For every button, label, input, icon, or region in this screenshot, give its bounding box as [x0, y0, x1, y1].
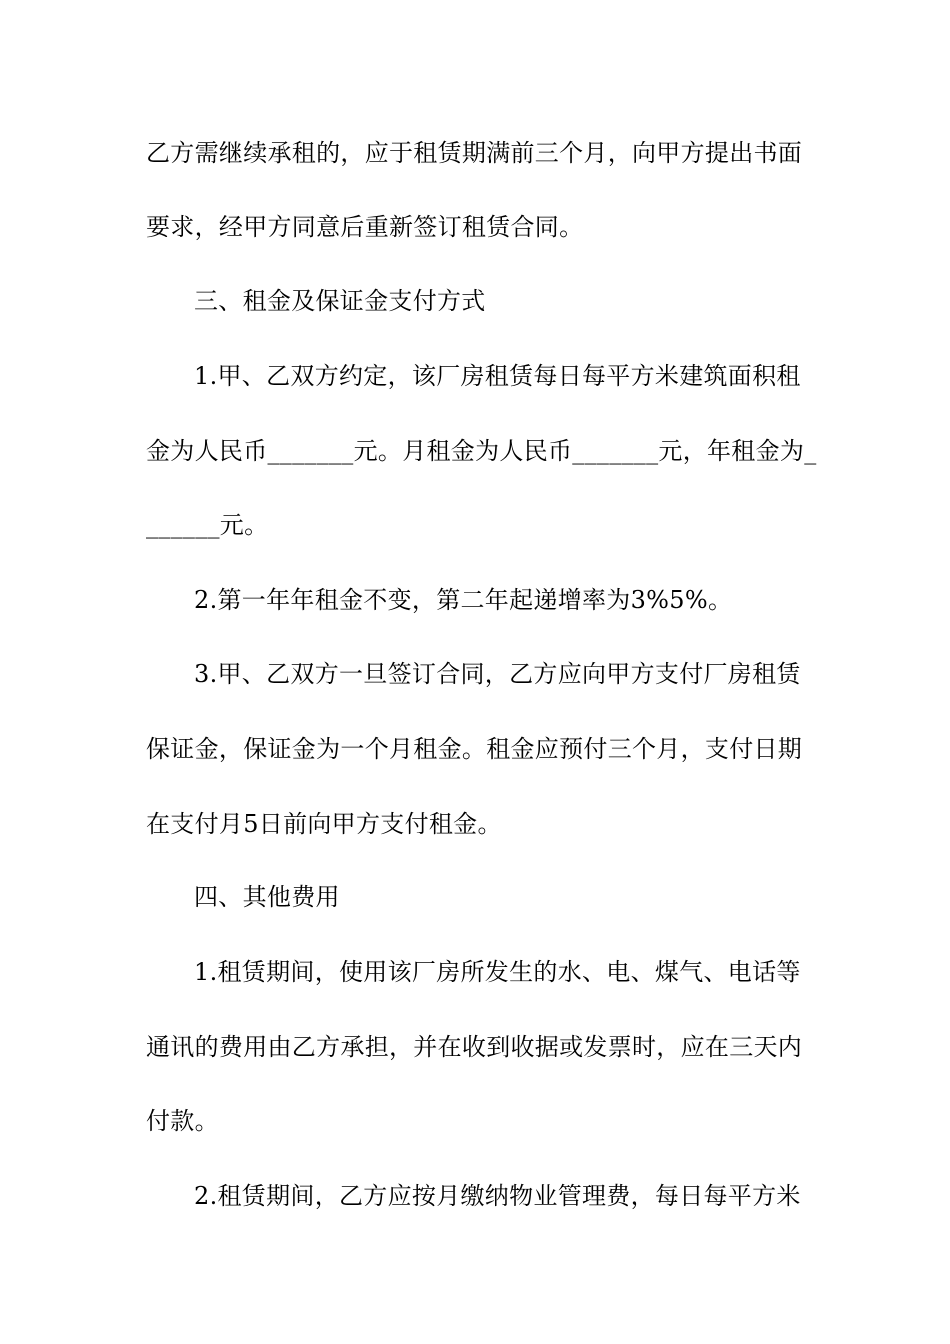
section-heading: 四、其他费用 — [194, 883, 340, 911]
paragraph-line: 2.第一年年租金不变，第二年起递增率为3%5%。 — [194, 586, 733, 614]
paragraph-line: 乙方需继续承租的，应于租赁期满前三个月，向甲方提出书面 — [146, 139, 803, 167]
paragraph-line: ______元。 — [146, 511, 269, 539]
paragraph-line: 通讯的费用由乙方承担，并在收到收据或发票时，应在三天内 — [146, 1033, 803, 1061]
section-heading: 三、租金及保证金支付方式 — [194, 287, 486, 315]
paragraph-line: 1.甲、乙双方约定，该厂房租赁每日每平方米建筑面积租 — [194, 362, 801, 390]
paragraph-line: 1.租赁期间，使用该厂房所发生的水、电、煤气、电话等 — [194, 958, 801, 986]
paragraph-line: 在支付月5日前向甲方支付租金。 — [146, 810, 502, 838]
paragraph-line: 要求，经甲方同意后重新签订租赁合同。 — [146, 213, 584, 241]
paragraph-line: 金为人民币_______元。月租金为人民币_______元，年租金为_ — [146, 437, 817, 465]
paragraph-line: 付款。 — [146, 1107, 219, 1135]
paragraph-line: 保证金，保证金为一个月租金。租金应预付三个月，支付日期 — [146, 735, 803, 763]
paragraph-line: 3.甲、乙双方一旦签订合同，乙方应向甲方支付厂房租赁 — [194, 660, 801, 688]
paragraph-line: 2.租赁期间，乙方应按月缴纳物业管理费，每日每平方米 — [194, 1182, 801, 1210]
